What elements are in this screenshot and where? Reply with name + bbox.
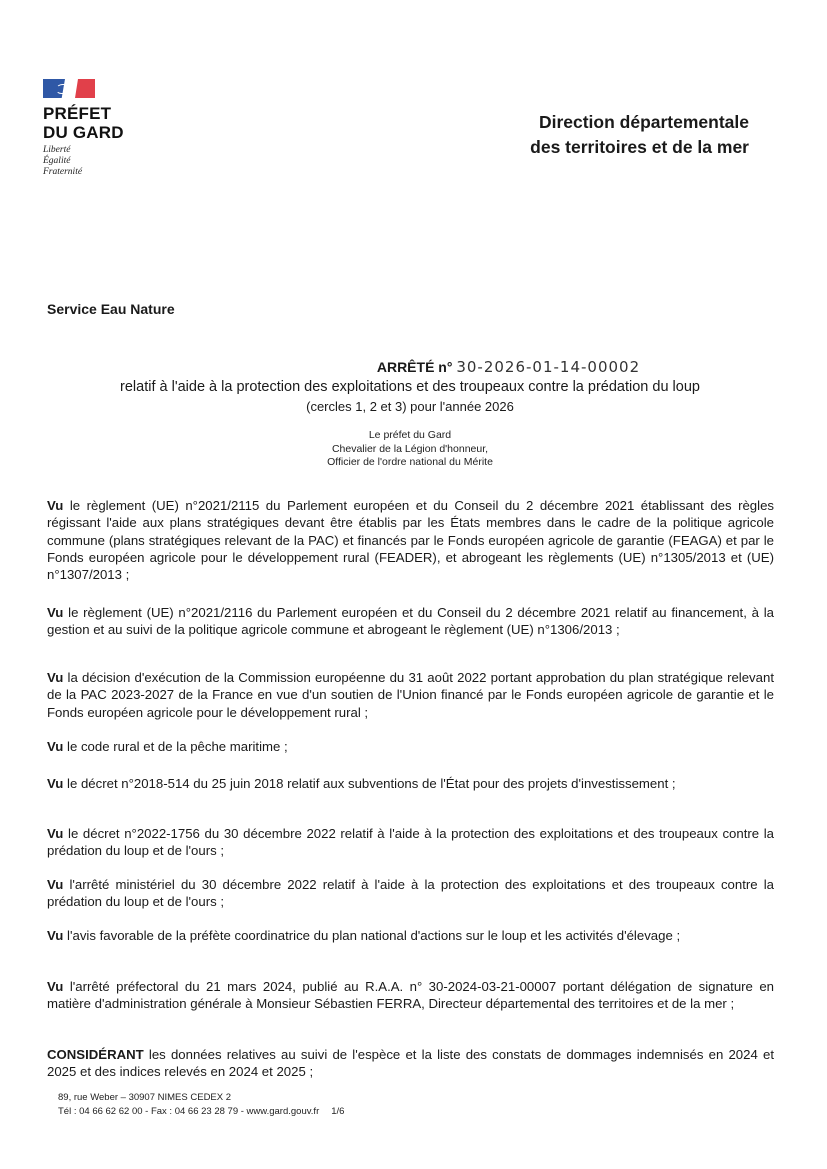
footer-contact: Tél : 04 66 62 62 00 - Fax : 04 66 23 28 79 - www.gard.gouv.fr 1/6 bbox=[58, 1106, 345, 1117]
marianne-flag-icon bbox=[43, 79, 95, 98]
prefect-titles: Le préfet du Gard Chevalier de la Légion d'honneur, Officier de l'ordre national du Mérite bbox=[327, 429, 493, 468]
prefecture-name: PRÉFET DU GARD bbox=[43, 104, 124, 142]
prefecture-logo bbox=[43, 79, 124, 178]
consideration-paragraph: Vu le règlement (UE) n°2021/2115 du Parlement européen et du Conseil du 2 décembre 2021 établissant des règles régissant l'aide aux plans stratégiques devant être établis par les États membres dans le cadre de la politique agricole commune (plans stratégiques relevant de la PAC) et financés par le Fonds européen agricole de garantie (FEAGA) et par le Fonds européen agricole pour le développement rural (FEADER), et abrogeant les règlements (UE) n°1305/2013 et (UE) n°1307/2013 ; bbox=[47, 498, 774, 583]
consideration-paragraph: Vu l'avis favorable de la préfète coordinatrice du plan national d'actions sur le loup et les activités d'élevage ; bbox=[47, 928, 681, 943]
footer-address: 89, rue Weber – 30907 NIMES CEDEX 2 bbox=[58, 1092, 232, 1103]
consideration-paragraph: Vu le code rural et de la pêche maritime ; bbox=[47, 739, 288, 754]
republic-motto: Liberté Égalité Fraternité bbox=[43, 145, 83, 177]
issuing-directorate: Direction départementale des territoires et de la mer bbox=[530, 112, 749, 157]
arrete-number: 30-2026-01-14-00002 bbox=[456, 358, 641, 376]
consideration-paragraph: Vu le décret n°2022-1756 du 30 décembre 2022 relatif à l'aide à la protection des exploitations et des troupeaux contre la prédation du loup et de l'ours ; bbox=[47, 826, 774, 859]
arrete-label: ARRÊTÉ n° bbox=[376, 359, 453, 375]
arrete-title bbox=[0, 358, 827, 376]
page-footer bbox=[58, 1091, 344, 1119]
consideration-paragraph: Vu l'arrêté préfectoral du 21 mars 2024, publié au R.A.A. n° 30-2024-03-21-00007 portant délégation de signature en matière d'administration générale à Monsieur Sébastien FERRA, Directeur départemental des territoires et de la mer ; bbox=[47, 979, 774, 1012]
considerant-paragraph: CONSIDÉRANT les données relatives au suivi de l'espèce et la liste des constats de dommages indemnisés en 2024 et 2025 et des indices relevés en 2024 et 2025 ; bbox=[47, 1047, 774, 1080]
consideration-paragraph: Vu le décret n°2018-514 du 25 juin 2018 relatif aux subventions de l'État pour des projets d'investissement ; bbox=[47, 776, 676, 791]
consideration-paragraph: Vu l'arrêté ministériel du 30 décembre 2022 relatif à l'aide à la protection des exploitations et des troupeaux contre la prédation du loup et de l'ours ; bbox=[47, 877, 774, 910]
consideration-paragraph: Vu le règlement (UE) n°2021/2116 du Parlement européen et du Conseil du 2 décembre 2021 relatif au financement, à la gestion et au suivi de la politique agricole commune et abrogeant le règlement (UE) n°1306/2013 ; bbox=[47, 605, 774, 638]
arrete-subject: relatif à l'aide à la protection des exploitations et des troupeaux contre la prédation du loup (cercles 1, 2 et 3) pour l'année 2026 bbox=[120, 379, 700, 414]
page-number: 1/6 bbox=[331, 1106, 345, 1117]
service-name: Service Eau Nature bbox=[47, 301, 175, 317]
consideration-paragraph: Vu la décision d'exécution de la Commission européenne du 31 août 2022 portant approbation du plan stratégique relevant de la PAC 2023-2027 de la France en vue d'un soutien de l'Union financé par le Fonds européen agricole de garantie et le Fonds européen agricole pour le développement rural ; bbox=[47, 670, 774, 720]
